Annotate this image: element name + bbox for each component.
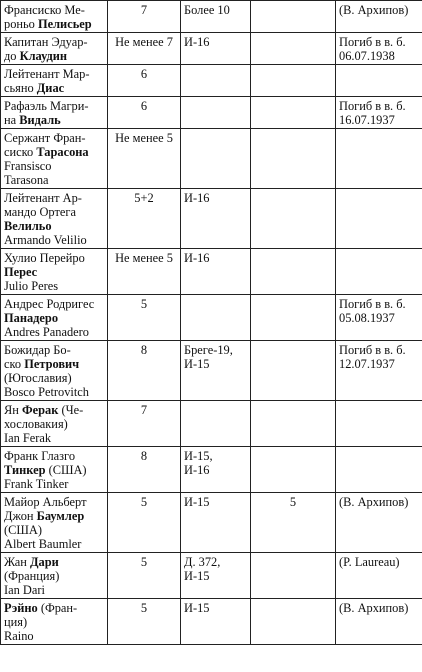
pilot-name-line [4,343,104,357]
pilot-name-line [4,371,104,385]
pilot-name-line [4,495,104,509]
pilot-name-line [4,81,104,95]
aircraft-cell [181,401,251,447]
name-text: Лейтенант Мар- [4,67,90,81]
name-text: Андрес Родригес [4,297,95,311]
victories-cell: Не менее 7 [108,33,181,65]
name-text: (Югославия) [4,371,72,385]
victories-cell: 5+2 [108,189,181,249]
name-text: мандо Ортега [4,205,76,219]
aircraft-line: И-16 [184,251,210,265]
note-line: 12.07.1937 [339,357,395,371]
pilot-name-line [4,265,104,279]
aircraft-line: И-15 [184,569,210,583]
name-text: Божидар Бо- [4,343,71,357]
pilot-name-line [4,173,104,187]
note-cell [336,1,422,33]
aircraft-line: Более 10 [184,3,230,17]
pilot-name-cell [1,447,108,493]
name-text: (США) [4,523,42,537]
name-text: Хулио Перейро [4,251,85,265]
name-text: Лейтенант Ар- [4,191,82,205]
pilot-name-cell [1,249,108,295]
surname: Велильо [4,219,52,233]
table-row [1,599,422,645]
pilot-name-line [4,615,104,629]
aircraft-cell [181,599,251,645]
pilot-name-cell [1,33,108,65]
pilot-name-line [4,3,104,17]
pilot-name-line [4,219,104,233]
pilot-name-cell [1,493,108,553]
extra-cell [251,65,336,97]
name-text: Рафаэль Магри- [4,99,89,113]
table-row [1,553,422,599]
pilot-name-line [4,49,104,63]
pilot-name-line [4,523,104,537]
name-text: Andres Panadero [4,325,89,339]
extra-cell [251,341,336,401]
pilot-name-line [4,311,104,325]
name-text: Albert Baumler [4,537,82,551]
pilot-name-cell [1,65,108,97]
table-row [1,33,422,65]
pilot-name-line [4,113,104,127]
aircraft-cell [181,33,251,65]
pilot-name-line [4,385,104,399]
pilot-name-line [4,67,104,81]
name-text: сиско [4,145,37,159]
name-text: сьяно [4,81,37,95]
surname: Диас [36,81,65,95]
name-text: Франсиско Ме- [4,3,85,17]
pilot-name-line [4,159,104,173]
table-row [1,493,422,553]
note-line: (В. Архипов) [339,495,409,509]
surname: Панадеро [4,311,59,325]
victories-cell: 5 [108,295,181,341]
aircraft-cell [181,553,251,599]
pilot-name-line [4,297,104,311]
victories-cell: 5 [108,599,181,645]
pilot-name-line [4,449,104,463]
aircraft-cell [181,249,251,295]
name-text: Tarasona [4,173,49,187]
note-cell [336,553,422,599]
aircraft-cell [181,97,251,129]
table-row [1,129,422,189]
pilot-name-line [4,601,104,615]
pilot-name-line [4,463,104,477]
surname: Пелисьер [37,17,92,31]
note-cell [336,295,422,341]
extra-cell [251,97,336,129]
name-text: Raino [4,629,34,643]
extra-cell [251,1,336,33]
aircraft-line: И-15 [184,601,210,615]
aircraft-cell [181,295,251,341]
surname: Видаль [19,113,61,127]
name-text: Майор Альберт [4,495,87,509]
victories-cell: 6 [108,65,181,97]
pilots-table-body [1,1,422,645]
name-suffix: (Фран- [37,601,78,615]
extra-cell [251,33,336,65]
aircraft-line: И-16 [184,463,210,477]
note-line: 16.07.1937 [339,113,395,127]
extra-cell: 5 [251,493,336,553]
pilot-name-line [4,403,104,417]
pilot-name-cell [1,553,108,599]
pilot-name-line [4,357,104,371]
table-row [1,249,422,295]
victories-cell: Не менее 5 [108,249,181,295]
victories-cell: 8 [108,341,181,401]
pilot-name-line [4,629,104,643]
note-cell [336,97,422,129]
victories-cell: 8 [108,447,181,493]
aircraft-cell [181,493,251,553]
surname: Тинкер [4,463,46,477]
note-cell [336,341,422,401]
name-text: Капитан Эдуар- [4,35,88,49]
pilot-name-line [4,191,104,205]
note-cell [336,249,422,295]
victories-cell: 5 [108,493,181,553]
aircraft-line: И-15, [184,449,213,463]
table-row [1,401,422,447]
victories-cell: 7 [108,401,181,447]
aircraft-line: И-16 [184,35,210,49]
name-text: (Франция) [4,569,60,583]
name-text: на [4,113,20,127]
name-text: Ян [4,403,22,417]
note-cell [336,189,422,249]
pilot-name-cell [1,129,108,189]
victories-cell: 6 [108,97,181,129]
extra-cell [251,249,336,295]
table-row [1,97,422,129]
pilot-name-cell [1,97,108,129]
name-text: Сержант Фран- [4,131,86,145]
name-text: Bosco Petrovitch [4,385,90,399]
name-text: до [4,49,20,63]
pilot-name-cell [1,295,108,341]
name-text: Джон [4,509,37,523]
pilot-name-line [4,131,104,145]
name-text: Frank Tinker [4,477,69,491]
extra-cell [251,129,336,189]
victories-cell: Не менее 5 [108,129,181,189]
table-row [1,189,422,249]
pilot-name-line [4,99,104,113]
note-line: Погиб в в. б. [339,35,406,49]
surname: Баумлер [36,509,85,523]
name-suffix: (США) [45,463,87,477]
name-text: ско [4,357,25,371]
surname: Рэйно [4,601,38,615]
extra-cell [251,599,336,645]
note-cell [336,65,422,97]
victories-cell: 7 [108,1,181,33]
pilot-name-line [4,145,104,159]
note-cell [336,493,422,553]
pilot-name-line [4,205,104,219]
pilot-name-cell [1,599,108,645]
pilot-name-line [4,555,104,569]
note-cell [336,401,422,447]
surname: Перес [4,265,38,279]
note-line: (В. Архипов) [339,3,409,17]
aircraft-line: И-16 [184,191,210,205]
pilot-name-line [4,417,104,431]
name-text: хословакия) [4,417,68,431]
aircraft-line: И-15 [184,357,210,371]
aircraft-cell [181,189,251,249]
name-text: ция) [4,615,28,629]
name-text: Armando Velilio [4,233,87,247]
extra-cell [251,447,336,493]
pilot-name-line [4,279,104,293]
pilot-name-line [4,251,104,265]
aircraft-cell [181,65,251,97]
pilot-name-line [4,537,104,551]
pilot-name-line [4,477,104,491]
table-row [1,65,422,97]
note-cell [336,447,422,493]
name-text: Ian Ferak [4,431,52,445]
aircraft-cell [181,129,251,189]
pilot-name-line [4,35,104,49]
pilot-name-line [4,431,104,445]
surname: Ферак [22,403,59,417]
surname: Петрович [24,357,80,371]
pilot-name-line [4,325,104,339]
extra-cell [251,189,336,249]
note-cell [336,129,422,189]
pilot-name-line [4,569,104,583]
note-cell [336,599,422,645]
aircraft-line: И-15 [184,495,210,509]
note-line: (В. Архипов) [339,601,409,615]
table-row [1,341,422,401]
aircraft-cell [181,447,251,493]
note-line: Погиб в в. б. [339,297,406,311]
pilot-name-cell [1,341,108,401]
note-cell [336,33,422,65]
name-text: Жан [4,555,31,569]
note-line: Погиб в в. б. [339,343,406,357]
table-row [1,295,422,341]
aircraft-line: Д. 372, [184,555,221,569]
extra-cell [251,295,336,341]
note-line: Погиб в в. б. [339,99,406,113]
note-line: 06.07.1938 [339,49,395,63]
victories-cell: 5 [108,553,181,599]
pilot-name-line [4,509,104,523]
name-text: роньо [4,17,38,31]
table-row [1,1,422,33]
pilot-name-line [4,583,104,597]
name-text: Ian Dari [4,583,45,597]
pilot-name-cell [1,1,108,33]
name-suffix: (Че- [58,403,84,417]
surname: Клаудин [19,49,68,63]
aircraft-line: Бреге-19, [184,343,233,357]
name-text: Julio Peres [4,279,59,293]
table-row [1,447,422,493]
pilot-name-line [4,233,104,247]
extra-cell [251,553,336,599]
aircraft-cell [181,1,251,33]
pilot-name-cell [1,401,108,447]
note-line: 05.08.1937 [339,311,395,325]
aircraft-cell [181,341,251,401]
name-text: Франк Глазго [4,449,76,463]
pilot-name-cell [1,189,108,249]
name-text: Fransisco [4,159,52,173]
surname: Тарасона [36,145,89,159]
extra-cell [251,401,336,447]
surname: Дари [30,555,59,569]
pilot-name-line [4,17,104,31]
note-line: (P. Laureau) [339,555,400,569]
